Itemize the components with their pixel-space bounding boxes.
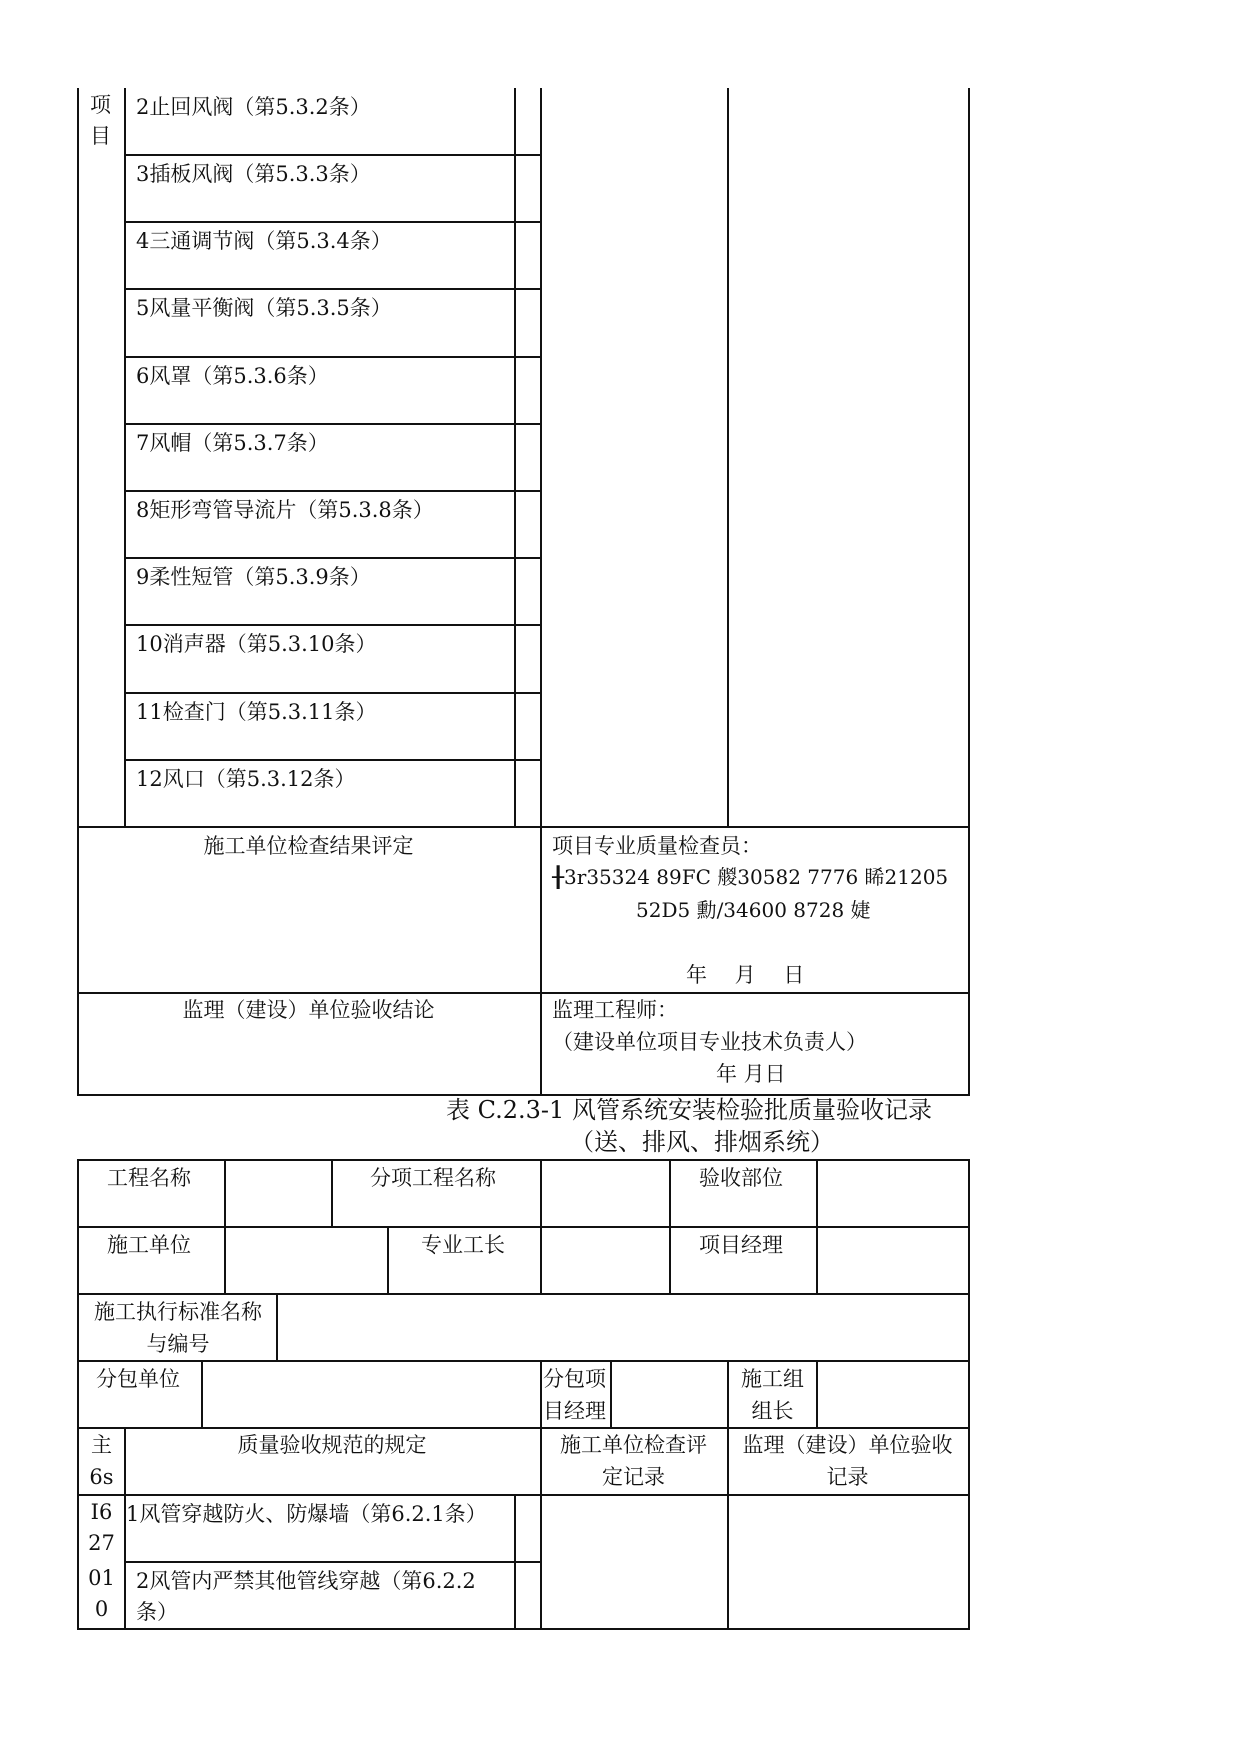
supervision-label: 监理（建设）单位验收结论 bbox=[182, 998, 435, 1022]
table-border bbox=[224, 1159, 226, 1228]
project-manager-label: 项目经理 bbox=[699, 1233, 783, 1257]
construction-unit-label: 施工单位 bbox=[107, 1233, 191, 1257]
table-border bbox=[77, 1159, 970, 1161]
list-item: 7风帽（第5.3.7条） bbox=[136, 431, 329, 455]
list-item: 9柔性短管（第5.3.9条） bbox=[136, 565, 371, 589]
list-item: 1风管穿越防火、防爆墙（第6.2.1条） bbox=[126, 1502, 487, 1526]
standard-label: 施工执行标准名称 bbox=[94, 1300, 262, 1324]
spec-header: 质量验收规范的规定 bbox=[237, 1433, 427, 1457]
acceptance-part-label: 验收部位 bbox=[699, 1166, 783, 1190]
table-border bbox=[124, 557, 542, 559]
table-border bbox=[124, 624, 542, 626]
table-border bbox=[540, 1226, 542, 1295]
list-item: 3插板风阀（第5.3.3条） bbox=[136, 162, 371, 186]
row-label: 项目 bbox=[90, 93, 111, 148]
construction-eval-label: 施工单位检查结果评定 bbox=[203, 834, 414, 858]
table-border bbox=[77, 992, 970, 994]
table-border bbox=[77, 1628, 970, 1630]
owner-label: （建设单位项目专业技术负责人） bbox=[552, 1030, 867, 1054]
side-column-text: I6 bbox=[90, 1500, 113, 1524]
list-item: 6风罩（第5.3.6条） bbox=[136, 364, 329, 388]
side-column-text: 01 bbox=[88, 1566, 115, 1590]
table-border bbox=[77, 88, 79, 1096]
table-border bbox=[201, 1360, 203, 1429]
table-border bbox=[77, 1226, 970, 1228]
table-border bbox=[77, 1360, 970, 1362]
table-border bbox=[77, 1293, 970, 1295]
table-border bbox=[540, 88, 542, 1096]
table-border bbox=[514, 1494, 516, 1630]
list-item: 2止回风阀（第5.3.2条） bbox=[136, 95, 371, 119]
table-border bbox=[276, 1293, 278, 1362]
table-border bbox=[669, 1226, 671, 1295]
garbled-text: 52D5 勳/34600 8728 婕 bbox=[636, 898, 871, 922]
subcontractor-label: 分包单位 bbox=[96, 1367, 180, 1391]
list-item: 10消声器（第5.3.10条） bbox=[136, 632, 377, 656]
table-border bbox=[124, 221, 542, 223]
team-lead-label: 组长 bbox=[751, 1399, 794, 1423]
table-border bbox=[124, 1561, 542, 1563]
project-name-label: 工程名称 bbox=[107, 1166, 191, 1190]
table-border bbox=[331, 1159, 333, 1228]
table-border bbox=[124, 356, 542, 358]
list-item: 5风量平衡阀（第5.3.5条） bbox=[136, 296, 392, 320]
table-border bbox=[77, 1427, 970, 1429]
table-border bbox=[816, 1360, 818, 1429]
table-border bbox=[124, 88, 126, 828]
inspector-label: 项目专业质量检查员： bbox=[552, 834, 762, 858]
side-column-text: 6s bbox=[89, 1465, 114, 1489]
sub-project-name-label: 分项工程名称 bbox=[370, 1166, 496, 1190]
table-border bbox=[77, 1159, 79, 1630]
table-border bbox=[968, 88, 970, 1096]
table-border bbox=[224, 1226, 226, 1295]
foreman-label: 专业工长 bbox=[421, 1233, 505, 1257]
table-border bbox=[124, 759, 542, 761]
table-border bbox=[387, 1226, 389, 1295]
table-border bbox=[77, 826, 970, 828]
table-border bbox=[968, 1159, 970, 1630]
table-border bbox=[124, 423, 542, 425]
side-column-text: 主 bbox=[91, 1433, 112, 1457]
page-subtitle: （送、排风、排烟系统） bbox=[570, 1128, 834, 1156]
table-border bbox=[727, 88, 729, 828]
garbled-text: ╂3r35324 89FC 艐30582 7776 睎21205 bbox=[552, 865, 949, 889]
table-border bbox=[124, 288, 542, 290]
table-border bbox=[124, 154, 542, 156]
supervision-header: 监理（建设）单位验收 bbox=[742, 1433, 953, 1457]
page-title: 表 C.2.3-1 风管系统安装检验批质量验收记录 bbox=[446, 1096, 932, 1124]
team-lead-label: 施工组 bbox=[741, 1367, 804, 1391]
sub-pm-label: 分包项 bbox=[543, 1367, 606, 1391]
list-item: 8矩形弯管导流片（第5.3.8条） bbox=[136, 498, 434, 522]
list-item: 4三通调节阀（第5.3.4条） bbox=[136, 229, 392, 253]
table-border bbox=[124, 490, 542, 492]
list-item: 12风口（第5.3.12条） bbox=[136, 767, 356, 791]
table-border bbox=[816, 1226, 818, 1295]
date-label: 年 月日 bbox=[716, 1062, 786, 1086]
date-label: 年 月 日 bbox=[686, 963, 805, 987]
table-border bbox=[124, 692, 542, 694]
sub-pm-label: 目经理 bbox=[543, 1399, 606, 1423]
supervision-header: 记录 bbox=[826, 1465, 869, 1489]
table-border bbox=[514, 88, 516, 828]
check-header: 定记录 bbox=[602, 1465, 665, 1489]
table-border bbox=[540, 1159, 542, 1228]
table-border bbox=[669, 1159, 671, 1228]
table-border bbox=[816, 1159, 818, 1228]
table-border bbox=[540, 1360, 542, 1429]
check-header: 施工单位检查评 bbox=[560, 1433, 707, 1457]
table-border bbox=[77, 1494, 970, 1496]
standard-label: 与编号 bbox=[146, 1332, 210, 1356]
list-item: 11检查门（第5.3.11条） bbox=[136, 700, 377, 724]
side-column-text: 0 bbox=[94, 1597, 109, 1621]
side-column-text: 27 bbox=[88, 1531, 115, 1555]
list-item: 条） bbox=[136, 1600, 178, 1624]
engineer-label: 监理工程师： bbox=[552, 998, 678, 1022]
table-border bbox=[610, 1360, 612, 1429]
list-item: 2风管内严禁其他管线穿越（第6.2.2 bbox=[136, 1569, 476, 1593]
